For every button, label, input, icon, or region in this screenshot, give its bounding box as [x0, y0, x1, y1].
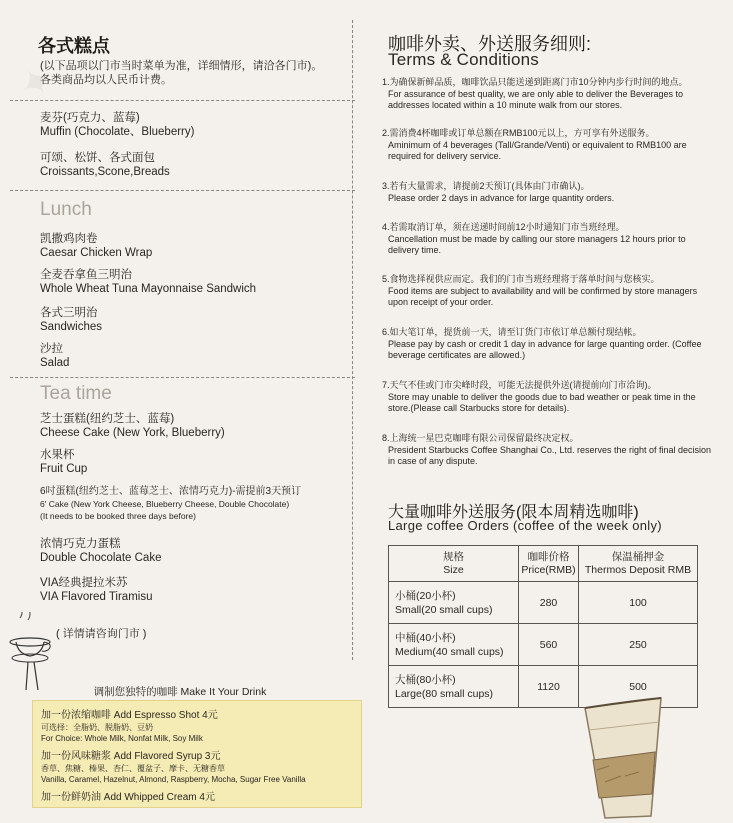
lunch-item-en: Whole Wheat Tuna Mayonnaise Sandwich — [40, 283, 257, 295]
lunch-item-cn: 沙拉 — [40, 343, 63, 355]
addons-box — [32, 700, 362, 808]
croissant-en: Croissants,Scone,Breads — [40, 166, 170, 178]
lunch-item-en: Caesar Chicken Wrap — [40, 247, 153, 259]
muffin-cn: 麦芬(巧克力、蓝莓) — [40, 112, 140, 124]
terms-title-en: Terms & Conditions — [388, 50, 539, 69]
menu-item-croissant — [40, 151, 170, 179]
header-cn: 规格 — [443, 550, 464, 563]
lunch-item-en: Sandwiches — [40, 321, 103, 333]
rule-item — [382, 128, 712, 163]
header-price — [519, 546, 579, 582]
addon-main: 加一份浓缩咖啡 Add Espresso Shot 4元 — [41, 710, 218, 721]
header-size — [389, 546, 519, 582]
make-it-your-drink: 调制您独特的咖啡 Make It Your Drink — [93, 686, 267, 698]
rule-en: Store may unable to deliver the goods due to bad weather or peak time in the store.(Please call Starbucks store for details). — [388, 391, 696, 413]
menu-item-muffin — [40, 111, 194, 139]
lunch-item-cn: 各式三明治 — [40, 307, 98, 319]
tea-time-title: Tea time — [40, 383, 112, 404]
price-cell: 1120 — [519, 666, 579, 708]
deposit-cell: 500 — [579, 666, 698, 708]
rule-en: Please pay by cash or credit 1 day in advance for large quanting order. (Coffee beverage certificates are allowed.) — [388, 338, 702, 360]
lunch-title: Lunch — [40, 199, 92, 220]
price-table — [388, 545, 698, 708]
fruit-en: Fruit Cup — [40, 463, 88, 475]
deposit-cell: 100 — [579, 582, 698, 624]
cheese-en: Cheese Cake (New York, Blueberry) — [40, 427, 225, 439]
size-cn: 中桶(40小杯) — [395, 631, 456, 644]
lunch-item — [40, 306, 102, 334]
header-cn: 保温桶押金 — [611, 550, 665, 563]
header-en: Thermos Deposit RMB — [584, 563, 692, 576]
addon-main: 加一份风味糖浆 Add Flavored Syrup 3元 — [41, 751, 221, 762]
addon-item — [41, 750, 353, 785]
menu-item-double-chocolate — [40, 537, 161, 565]
pastry-note-2: 各类商品均以人民币计费。 — [40, 74, 172, 86]
table-header-row — [389, 546, 698, 582]
rule-item — [382, 181, 712, 204]
lunch-item-cn: 全麦吞拿鱼三明治 — [40, 269, 132, 281]
size-cell — [389, 582, 519, 624]
cheese-cn: 芝士蛋糕(纽约芝士、蓝莓) — [40, 413, 175, 425]
menu-item-tiramisu — [40, 576, 152, 604]
addon-item — [41, 791, 353, 804]
dcc-en: Double Chocolate Cake — [40, 552, 162, 564]
rule-item — [382, 380, 712, 415]
table-row — [389, 582, 698, 624]
addon-sub: 可选择：全脂奶、脱脂奶、豆奶 — [41, 723, 153, 732]
large-orders-title-cn: 大量咖啡外送服务(限本周精选咖啡) — [388, 504, 639, 521]
pastry-title: 各式糕点 — [38, 36, 110, 56]
header-en: Size — [443, 563, 464, 576]
pastry-note-1: (以下品项以门市当时菜单为准，详细情形，请洽各门市)。 — [40, 60, 323, 72]
size-cell — [389, 624, 519, 666]
lunch-item-en: Salad — [40, 357, 70, 369]
size-cn: 大桶(80小杯) — [395, 673, 456, 686]
rule-en: President Starbucks Coffee Shanghai Co., Ltd. reserves the right of final decision in case of any dispute. — [388, 444, 712, 466]
menu-item-six-inch-cake — [40, 485, 350, 522]
left-column — [0, 0, 360, 823]
lunch-item — [40, 268, 256, 296]
rule-cn: 3.若有大量需求，请提前2天预订(具体由门市确认)。 — [382, 181, 590, 191]
rule-en: Food items are subject to availability and will be confirmed by store managers upon receipt of your order. — [388, 285, 698, 307]
rule-item — [382, 222, 712, 257]
menu-item-cheese-cake — [40, 412, 225, 440]
size-en: Medium(40 small cups) — [395, 645, 504, 658]
via-en: VIA Flavored Tiramisu — [40, 591, 153, 603]
size-en: Small(20 small cups) — [395, 603, 493, 616]
rule-cn: 8.上海统一星巴克咖啡有限公司保留最终决定权。 — [382, 433, 579, 443]
terms-title-cn: 咖啡外卖、外送服务细则: — [388, 34, 591, 54]
rule-item — [382, 274, 712, 309]
rule-cn: 1.为确保新鲜品质，咖啡饮品只能送递到距离门市10分钟内步行时间的地点。 — [382, 77, 688, 87]
rule-en: For assurance of best quality, we are only able to deliver the Beverages to addresses located within a 10 minute walk from our stores. — [388, 88, 683, 110]
price-cell: 560 — [519, 624, 579, 666]
rule-cn: 5.食物选择视供应而定。我们的门市当班经理将于落单时间与您核实。 — [382, 274, 660, 284]
addon-sub: Vanilla, Caramel, Hazelnut, Almond, Raspberry, Mocha, Sugar Free Vanilla — [41, 775, 306, 784]
dcc-cn: 浓情巧克力蛋糕 — [40, 538, 121, 550]
rule-en: Please order 2 days in advance for large quantity orders. — [388, 192, 615, 203]
six-en: 6' Cake (New York Cheese, Blueberry Cheese, Double Chocolate) — [40, 499, 290, 509]
watermark: ✦ — [10, 55, 64, 111]
header-en: Price(RMB) — [521, 563, 576, 576]
inquire-note: ( 详情请咨询门市 ) — [56, 628, 147, 640]
rule-en: Cancellation must be made by calling our store managers 12 hours prior to delivery time. — [388, 233, 686, 255]
lunch-item-cn: 凯撒鸡肉卷 — [40, 233, 98, 245]
header-deposit — [579, 546, 698, 582]
six-cn: 6吋蛋糕(纽约芝士、蓝莓芝士、浓情巧克力)-需提前3天预订 — [40, 486, 302, 497]
rule-cn: 4.若需取消订单，须在送递时间前12小时通知门市当班经理。 — [382, 222, 625, 232]
rule-en: Aminimum of 4 beverages (Tall/Grande/Venti) or equivalent to RMB100 are required for delivery service. — [388, 139, 687, 161]
rule-cn: 2.需消费4杯咖啡或订单总额在RMB100元以上，方可享有外送服务。 — [382, 128, 655, 138]
addon-sub: 香草、焦糖、榛果、杏仁、覆盆子、摩卡、无糖香草 — [41, 764, 225, 773]
rule-item — [382, 433, 712, 468]
rule-cn: 7.天气不佳或门市尖峰时段，可能无法提供外送(请提前向门市洽询)。 — [382, 380, 657, 390]
size-cn: 小桶(20小杯) — [395, 589, 456, 602]
menu-item-fruit-cup — [40, 448, 87, 476]
table-row — [389, 624, 698, 666]
lunch-item — [40, 232, 152, 260]
column-divider — [352, 20, 353, 660]
large-orders-title-en: Large coffee Orders (coffee of the week only) — [388, 518, 662, 533]
lunch-item — [40, 342, 69, 370]
addon-sub: For Choice: Whole Milk, Nonfat Milk, Soy Milk — [41, 734, 203, 743]
divider — [10, 190, 355, 191]
addon-main: 加一份鲜奶油 Add Whipped Cream 4元 — [41, 792, 215, 803]
via-cn: VIA经典提拉米苏 — [40, 577, 128, 589]
header-cn: 咖啡价格 — [527, 550, 570, 563]
size-en: Large(80 small cups) — [395, 687, 494, 700]
size-cell — [389, 666, 519, 708]
rule-item — [382, 327, 712, 362]
six-note: (It needs to be booked three days before) — [40, 511, 196, 521]
muffin-en: Muffin (Chocolate、Blueberry) — [40, 126, 195, 138]
divider — [10, 100, 355, 101]
coffee-cup-icon — [6, 612, 62, 692]
croissant-cn: 可颂、松饼、各式面包 — [40, 152, 155, 164]
addon-item — [41, 709, 353, 744]
divider — [10, 377, 355, 378]
rule-cn: 6.如大笔订单，提货前一天，请至订货门市依订单总额付现结帐。 — [382, 327, 642, 337]
coffee-thermos-icon — [575, 690, 685, 820]
deposit-cell: 250 — [579, 624, 698, 666]
price-cell: 280 — [519, 582, 579, 624]
rule-item — [382, 77, 712, 112]
fruit-cn: 水果杯 — [40, 449, 75, 461]
